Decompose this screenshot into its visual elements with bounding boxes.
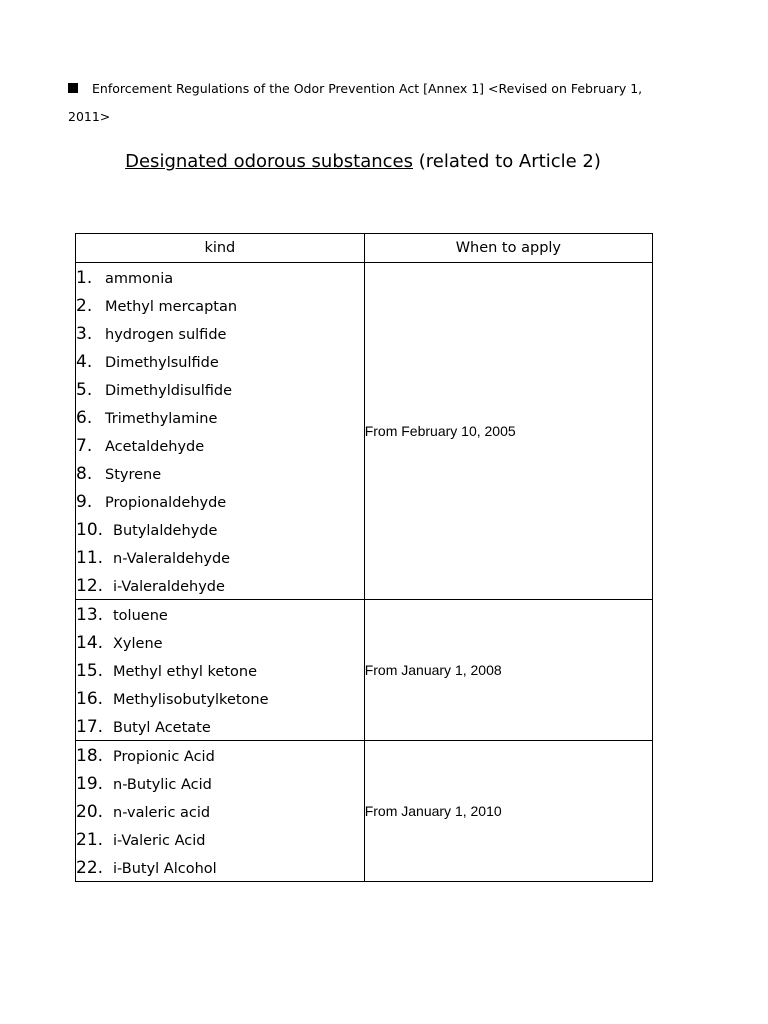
title-suffix: (related to Article 2) <box>413 151 601 172</box>
substance-name: Propionic Acid <box>113 749 215 765</box>
list-item <box>76 853 364 881</box>
kind-cell <box>76 741 365 882</box>
item-number: 19. <box>76 774 104 794</box>
list-item <box>76 403 364 431</box>
table-body <box>76 263 653 882</box>
substances-table <box>75 233 653 882</box>
item-number: 21. <box>76 830 104 850</box>
list-item <box>76 515 364 543</box>
list-item <box>76 347 364 375</box>
substance-name: Acetaldehyde <box>105 439 205 455</box>
table-row <box>76 600 653 741</box>
list-item <box>76 543 364 571</box>
substance-name: Methyl ethyl ketone <box>113 664 258 680</box>
list-item <box>76 741 364 769</box>
substance-name: i-Valeraldehyde <box>113 579 225 595</box>
table-row <box>76 263 653 600</box>
list-item <box>76 291 364 319</box>
substance-name: toluene <box>113 608 168 624</box>
substance-name: n-Valeraldehyde <box>113 551 231 567</box>
square-bullet-icon <box>68 83 78 93</box>
item-number: 4. <box>76 352 93 372</box>
substance-name: Xylene <box>113 636 163 652</box>
substance-name: Dimethylsulfide <box>105 355 219 371</box>
list-item <box>76 600 364 628</box>
list-item <box>76 571 364 599</box>
apply-date-cell: From February 10, 2005 <box>364 263 652 600</box>
item-number: 5. <box>76 380 93 400</box>
item-number: 13. <box>76 605 104 625</box>
substance-name: Butyl Acetate <box>113 720 211 736</box>
list-item <box>76 656 364 684</box>
substance-name: n-Butylic Acid <box>113 777 212 793</box>
kind-cell <box>76 600 365 741</box>
item-number: 6. <box>76 408 93 428</box>
substance-name: hydrogen sulfide <box>105 327 227 343</box>
list-item <box>76 825 364 853</box>
substance-name: i-Butyl Alcohol <box>113 861 217 877</box>
column-header-kind: kind <box>76 234 365 263</box>
substance-name: Butylaldehyde <box>113 523 218 539</box>
substance-name: Styrene <box>105 467 162 483</box>
column-header-when: When to apply <box>364 234 652 263</box>
substance-name: Trimethylamine <box>105 411 218 427</box>
list-item <box>76 712 364 740</box>
table-row <box>76 741 653 882</box>
item-number: 2. <box>76 296 93 316</box>
item-number: 10. <box>76 520 104 540</box>
item-number: 22. <box>76 858 104 878</box>
item-number: 8. <box>76 464 93 484</box>
table-header-row <box>76 234 653 263</box>
substance-name: i-Valeric Acid <box>113 833 206 849</box>
item-number: 20. <box>76 802 104 822</box>
item-number: 11. <box>76 548 104 568</box>
item-number: 7. <box>76 436 93 456</box>
apply-date-cell: From January 1, 2010 <box>364 741 652 882</box>
header-text: Enforcement Regulations of the Odor Prevention Act [Annex 1] <Revised on February 1, 2011> <box>68 81 643 124</box>
substance-name: Dimethyldisulfide <box>105 383 232 399</box>
page-title <box>0 151 726 172</box>
list-item <box>76 487 364 515</box>
item-number: 12. <box>76 576 104 596</box>
list-item <box>76 263 364 291</box>
item-number: 1. <box>76 268 93 288</box>
list-item <box>76 684 364 712</box>
apply-date-cell: From January 1, 2008 <box>364 600 652 741</box>
title-main: Designated odorous substances <box>125 151 413 172</box>
list-item <box>76 769 364 797</box>
substance-name: ammonia <box>105 271 174 287</box>
list-item <box>76 459 364 487</box>
list-item <box>76 319 364 347</box>
item-number: 15. <box>76 661 104 681</box>
item-number: 14. <box>76 633 104 653</box>
substance-name: Propionaldehyde <box>105 495 227 511</box>
substance-name: n-valeric acid <box>113 805 211 821</box>
substance-name: Methyl mercaptan <box>105 299 238 315</box>
item-number: 3. <box>76 324 93 344</box>
substance-name: Methylisobutylketone <box>113 692 269 708</box>
list-item <box>76 797 364 825</box>
kind-cell <box>76 263 365 600</box>
item-number: 9. <box>76 492 93 512</box>
item-number: 17. <box>76 717 104 737</box>
list-item <box>76 628 364 656</box>
item-number: 18. <box>76 746 104 766</box>
document-header <box>68 75 668 131</box>
list-item <box>76 375 364 403</box>
list-item <box>76 431 364 459</box>
item-number: 16. <box>76 689 104 709</box>
